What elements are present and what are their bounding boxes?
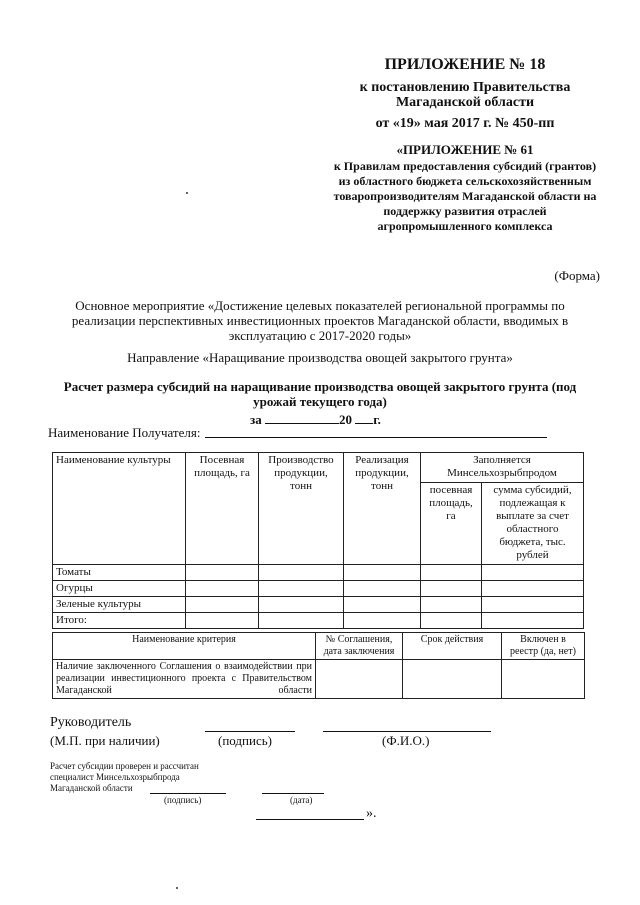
main-event-text: Основное мероприятие «Достижение целевых показателей региональной программы по реализации перспективных инвестиционных проектов Магаданской области, вводимых в эксплуатацию с 2017-2020 годы» [71,298,569,343]
signature-line[interactable] [205,731,295,732]
cell[interactable] [344,565,421,581]
row-total: Итого: [53,613,186,629]
table-row [53,613,584,629]
closing-quote: ». [366,806,377,821]
fio-label: (Ф.И.О.) [382,733,430,748]
period-year: 20 [338,412,352,427]
period-blank [265,411,339,424]
header-area: Посевная площадь, га [186,453,259,565]
closing-line[interactable] [256,819,364,820]
cell[interactable] [344,597,421,613]
fio-line[interactable] [323,731,491,732]
row-culture: Огурцы [53,581,186,597]
cell[interactable] [344,613,421,629]
cell[interactable] [482,565,584,581]
period-line [250,411,381,428]
appendix-title: ПРИЛОЖЕНИЕ № 18 [384,56,546,73]
cell[interactable] [259,565,344,581]
resolution-date: от «19» мая 2017 г. № 450-пп [375,116,555,131]
header-agreement: № Соглашения, дата заключения [316,633,403,660]
cell[interactable] [482,597,584,613]
sign-label: (подпись) [218,733,272,748]
header-criterion: Наименование критерия [53,633,316,660]
cell[interactable] [186,581,259,597]
table-row [53,660,585,699]
resolution-reference: к постановлению Правительства Магаданской области [359,80,571,110]
header-filled-by: Заполняется Минсельхозрыбпродом [421,453,584,483]
cell[interactable] [421,613,482,629]
row-culture: Томаты [53,565,186,581]
stamp-label: (М.П. при наличии) [50,733,160,748]
header-subsidy-sum: сумма субсидий, подлежащая к выплате за счет областного бюджета, тыс. рублей [482,483,584,565]
header-filled-area: посевная площадь, га [421,483,482,565]
recipient-label: Наименование Получателя: [48,425,201,440]
cell[interactable] [403,660,502,699]
header-sales: Реализация продукции, тонн [344,453,421,565]
head-label: Руководитель [50,715,132,730]
cell[interactable] [316,660,403,699]
cell[interactable] [421,581,482,597]
table-row [53,565,584,581]
period-suffix: г. [373,412,381,427]
cell[interactable] [482,581,584,597]
header-culture: Наименование культуры [53,453,186,565]
cell[interactable] [259,597,344,613]
period-prefix: за [250,412,262,427]
cell[interactable] [186,613,259,629]
calculation-title: Расчет размера субсидий на наращивание производства овощей закрытого грунта (под урожай текущего года) [63,379,577,409]
crops-table [52,452,584,629]
table-row [53,581,584,597]
recipient-field[interactable] [205,437,547,438]
rules-reference: к Правилам предоставления субсидий (грантов) из областного бюджета сельскохозяйственным товаропроизводителям Магаданской области на поддержку развития отраслей агропромышленного комплекса [333,159,597,233]
cell[interactable] [502,660,585,699]
form-label: (Форма) [554,268,600,283]
criteria-table [52,632,585,699]
verification-text: Расчет субсидии проверен и рассчитан специалист Минсельхозрыбпрода Магаданской области [50,761,199,793]
scan-speck [176,887,178,889]
cell[interactable] [421,597,482,613]
cell[interactable] [482,613,584,629]
header-validity: Срок действия [403,633,502,660]
header-production: Производство продукции, тонн [259,453,344,565]
cell[interactable] [186,597,259,613]
direction-text: Направление «Наращивание производства овощей закрытого грунта» [127,350,513,365]
cell[interactable] [344,581,421,597]
cell[interactable] [259,581,344,597]
scan-speck [186,192,188,194]
verifier-date-label: (дата) [290,795,313,805]
criterion-text: Наличие заключенного Соглашения о взаимодействии при реализации инвестиционного проекта с Правительством Магаданской области [53,660,316,699]
row-culture: Зеленые культуры [53,597,186,613]
verifier-date-line[interactable] [262,793,324,794]
inner-appendix-title: «ПРИЛОЖЕНИЕ № 61 [396,142,534,157]
verifier-sign-label: (подпись) [164,795,202,805]
cell[interactable] [421,565,482,581]
verifier-signature-line[interactable] [150,793,226,794]
cell[interactable] [259,613,344,629]
table-row [53,597,584,613]
header-registry: Включен в реестр (да, нет) [502,633,585,660]
year-blank [355,411,373,424]
cell[interactable] [186,565,259,581]
